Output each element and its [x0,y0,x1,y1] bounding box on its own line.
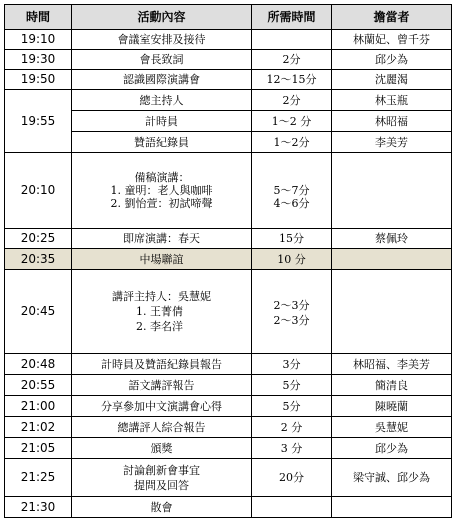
duration-line: 2～3分 [273,313,310,327]
activity-line: 1. 童明：老人與咖啡 [110,184,213,197]
time-cell: 19:55 [5,90,72,153]
activity-line: 備稿演講： [134,171,190,184]
activity-line: 2. 劉怡萱：初試啼聲 [110,197,213,210]
time-cell: 21:05 [5,438,72,459]
person-cell [332,249,452,270]
person-cell: 沈麗渴 [332,70,452,90]
activity-cell: 計時員及贊語紀錄員報告 [72,354,252,375]
activity-cell: 分享參加中文演講會心得 [72,396,252,417]
table-row [5,153,452,229]
activity-line: 提問及回答 [134,478,189,492]
table-row [5,270,452,354]
duration-cell: 5分 [252,396,332,417]
header-activity: 活動內容 [72,5,252,30]
activity-line: 1. 王菁倩 [136,305,183,318]
duration-cell: 10 分 [252,249,332,270]
table-row [5,30,452,50]
header-person: 擔當者 [332,5,452,30]
activity-cell: 會議室安排及接待 [72,30,252,50]
table-row [5,50,452,70]
table-row [5,354,452,375]
duration-cell [252,30,332,50]
activity-cell: 語文講評報告 [72,375,252,396]
time-cell: 21:25 [5,459,72,497]
activity-line: 2. 李名洋 [136,320,183,333]
activity-cell: 散會 [72,497,252,518]
table-row [5,132,452,153]
table-row [5,249,452,270]
person-cell: 林玉瓶 [332,90,452,111]
duration-cell: 1～2 分 [252,111,332,132]
person-cell: 邱少為 [332,50,452,70]
time-cell: 21:02 [5,417,72,438]
table-row [5,70,452,90]
duration-cell: 2 分 [252,417,332,438]
duration-cell: 3分 [252,354,332,375]
duration-cell [252,497,332,518]
time-cell: 19:50 [5,70,72,90]
activity-line: 討論創新會事宜 [123,463,200,477]
duration-cell: 2分 [252,90,332,111]
person-cell: 林蘭妃、曾千芬 [332,30,452,50]
time-cell: 20:45 [5,270,72,354]
activity-cell: 中場聯誼 [72,249,252,270]
duration-cell: 1～2分 [252,132,332,153]
person-cell: 林昭福 [332,111,452,132]
person-cell [332,497,452,518]
activity-cell [72,153,252,229]
time-cell: 20:35 [5,249,72,270]
duration-cell: 2分 [252,50,332,70]
time-cell: 20:55 [5,375,72,396]
table-row [5,396,452,417]
table-row [5,417,452,438]
table-row [5,438,452,459]
table-row [5,375,452,396]
table-row [5,497,452,518]
time-cell: 21:00 [5,396,72,417]
header-duration: 所需時間 [252,5,332,30]
person-cell: 邱少為 [332,438,452,459]
header-time: 時間 [5,5,72,30]
duration-cell [252,153,332,229]
time-cell: 20:48 [5,354,72,375]
duration-cell: 20分 [252,459,332,497]
time-cell: 19:30 [5,50,72,70]
activity-cell: 總講評人綜合報告 [72,417,252,438]
person-cell: 李美芳 [332,132,452,153]
person-cell: 吳慧妮 [332,417,452,438]
activity-cell: 即席演講：春天 [72,229,252,249]
activity-cell: 會長致詞 [72,50,252,70]
person-cell: 簡清良 [332,375,452,396]
person-cell: 林昭福、李美芳 [332,354,452,375]
activity-cell: 頒獎 [72,438,252,459]
activity-cell [72,270,252,354]
activity-line: 講評主持人：吳慧妮 [112,290,211,303]
person-cell: 梁守誠、邱少為 [332,459,452,497]
activity-cell [72,459,252,497]
person-cell: 陳曉蘭 [332,396,452,417]
activity-cell: 贊語紀錄員 [72,132,252,153]
person-cell: 蔡佩玲 [332,229,452,249]
duration-cell: 12～15分 [252,70,332,90]
table-row [5,111,452,132]
duration-cell: 3 分 [252,438,332,459]
header-row [5,5,452,30]
activity-cell: 計時員 [72,111,252,132]
time-cell: 20:10 [5,153,72,229]
agenda-table [4,4,452,518]
table-row [5,459,452,497]
activity-cell: 總主持人 [72,90,252,111]
duration-line: 4～6分 [273,197,310,210]
duration-line: 5～7分 [273,184,310,197]
time-cell: 19:10 [5,30,72,50]
duration-cell: 5分 [252,375,332,396]
duration-line: 2～3分 [273,298,310,312]
time-cell: 20:25 [5,229,72,249]
duration-cell: 15分 [252,229,332,249]
time-cell: 21:30 [5,497,72,518]
activity-cell: 認識國際演講會 [72,70,252,90]
table-row [5,90,452,111]
person-cell [332,153,452,229]
duration-cell [252,270,332,354]
table-row [5,229,452,249]
person-cell [332,270,452,354]
